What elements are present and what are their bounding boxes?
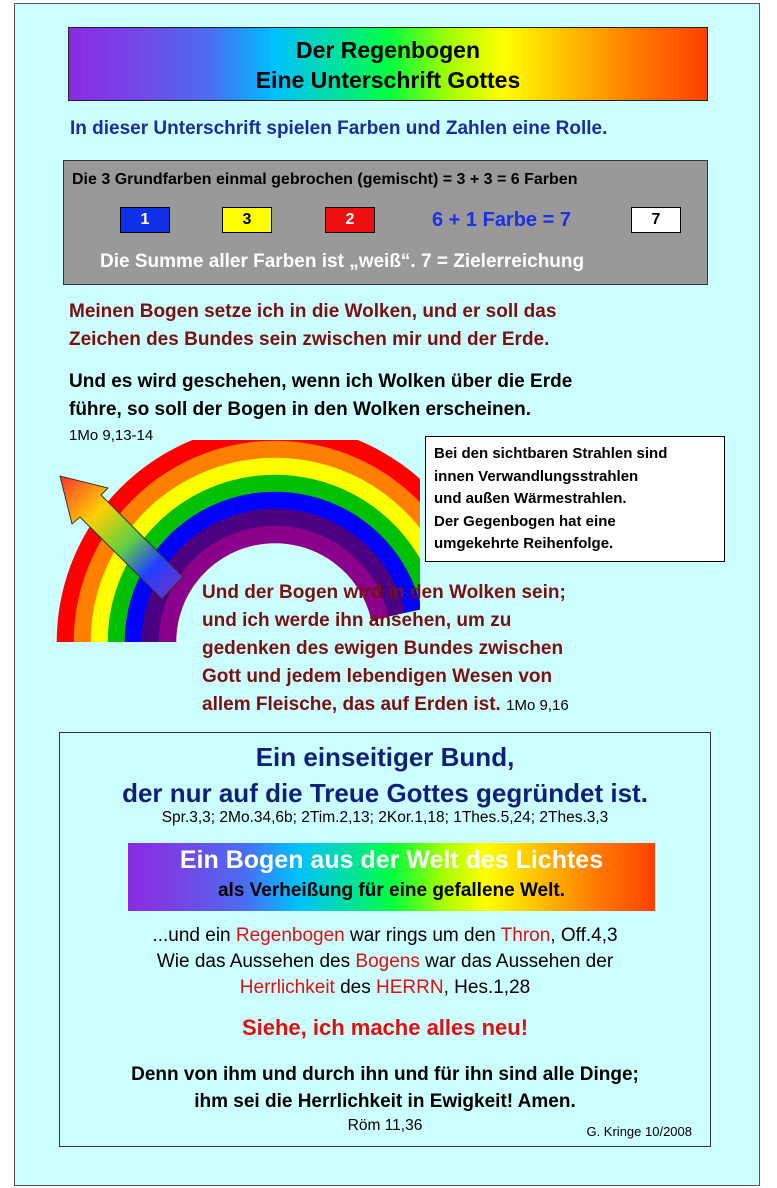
note-line-2: innen Verwandlungsstrahlen: [434, 467, 639, 485]
quote-text: des: [334, 977, 377, 998]
title-line-1: Der Regenbogen: [295, 37, 481, 63]
subtitle: In dieser Unterschrift spielen Farben und Zahlen eine Rolle.: [70, 118, 608, 139]
title-line-2: Eine Unterschrift Gottes: [255, 67, 521, 93]
note-line-1: Bei den sichtbaren Strahlen sind: [434, 445, 668, 462]
swatch-label: 7: [651, 211, 661, 228]
verse1-line-1: Meinen Bogen setze ich in die Wolken, und er soll das: [69, 301, 557, 322]
denn-verse: [60, 1061, 710, 1115]
throne-quote: [60, 923, 710, 1001]
quote-text: ...und ein: [152, 925, 236, 946]
note-line-5: umgekehrte Reihenfolge.: [434, 535, 614, 552]
denn-line-2: ihm sei die Herrlichkeit in Ewigkeit! Amen.: [194, 1091, 576, 1112]
verse-bogen-wolken: [69, 298, 556, 354]
licht-banner: [128, 843, 655, 911]
color-swatch-white: [631, 207, 681, 233]
note-line-4: Der Gegenbogen hat eine: [434, 512, 616, 530]
color-swatch-red: [325, 207, 375, 233]
verse-ewiger-bund: [202, 579, 569, 720]
colors-box: [63, 160, 708, 285]
verse3-line-5: allem Fleische, das auf Erden ist.: [202, 694, 501, 715]
quote-text: , Hes.1,28: [443, 977, 531, 998]
colors-box-line-3: Die Summe aller Farben ist „weiß“. 7 = Zielerreichung: [100, 251, 585, 272]
verse3-line-2: und ich werde ihn ansehen, um zu: [202, 610, 512, 631]
author-signature: G. Kringe 10/2008: [586, 1124, 692, 1139]
quote-text: Wie das Aussehen des: [156, 951, 356, 972]
verse3-line-3: gedenken des ewigen Bundes zwischen: [202, 638, 564, 659]
verse2-reference: 1Mo 9,13-14: [69, 427, 154, 444]
quote-highlight: Thron: [500, 925, 551, 946]
verse-wolken-erscheinen: [69, 368, 572, 424]
quote-highlight: Herrlichkeit: [239, 977, 335, 998]
verse3-reference: 1Mo 9,16: [506, 697, 569, 714]
title-banner: [68, 27, 708, 101]
quote-text: , Off.4,3: [550, 925, 618, 946]
quote-highlight: HERRN: [376, 977, 444, 998]
note-line-3: und außen Wärmestrahlen.: [434, 490, 627, 507]
verse2-line-1: Und es wird geschehen, wenn ich Wolken über die Erde: [69, 371, 573, 392]
note-box: [425, 436, 725, 562]
siehe-heading: Siehe, ich mache alles neu!: [241, 1015, 529, 1040]
bund-title: [60, 739, 710, 811]
color-swatch-yellow: [222, 207, 272, 233]
denn-line-1: Denn von ihm und durch ihn und für ihn sind alle Dinge;: [131, 1064, 639, 1085]
color-sum-equation: 6 + 1 Farbe = 7: [432, 209, 571, 231]
quote-highlight: Bogens: [355, 951, 420, 972]
bund-line-2: der nur auf die Treue Gottes gegründet ist.: [122, 778, 648, 808]
verse3-line-1: Und der Bogen wird in den Wolken sein;: [202, 582, 566, 603]
denn-reference: Röm 11,36: [347, 1117, 423, 1134]
verse2-line-2: führe, so soll der Bogen in den Wolken erscheinen.: [69, 399, 532, 420]
colors-box-line-1: Die 3 Grundfarben einmal gebrochen (gemischt) = 3 + 3 = 6 Farben: [72, 171, 578, 188]
verse1-line-2: Zeichen des Bundes sein zwischen mir und der Erde.: [69, 329, 550, 350]
quote-text: war rings um den: [344, 925, 501, 946]
bund-line-1: Ein einseitiger Bund,: [255, 742, 515, 772]
verse3-line-4: Gott und jedem lebendigen Wesen von: [202, 666, 553, 687]
bund-box: [59, 732, 711, 1147]
swatch-label: 1: [140, 211, 150, 228]
licht-line-2: als Verheißung für eine gefallene Welt.: [217, 880, 566, 901]
bund-references: Spr.3,3; 2Mo.34,6b; 2Tim.2,13; 2Kor.1,18; 1Thes.5,24; 2Thes.3,3: [161, 809, 609, 826]
quote-text: war das Aussehen der: [419, 951, 614, 972]
swatch-label: 2: [345, 211, 355, 228]
swatch-label: 3: [242, 211, 252, 228]
color-swatch-blue: [120, 207, 170, 233]
licht-line-1: Ein Bogen aus der Welt des Lichtes: [179, 846, 604, 874]
quote-highlight: Regenbogen: [235, 925, 345, 946]
